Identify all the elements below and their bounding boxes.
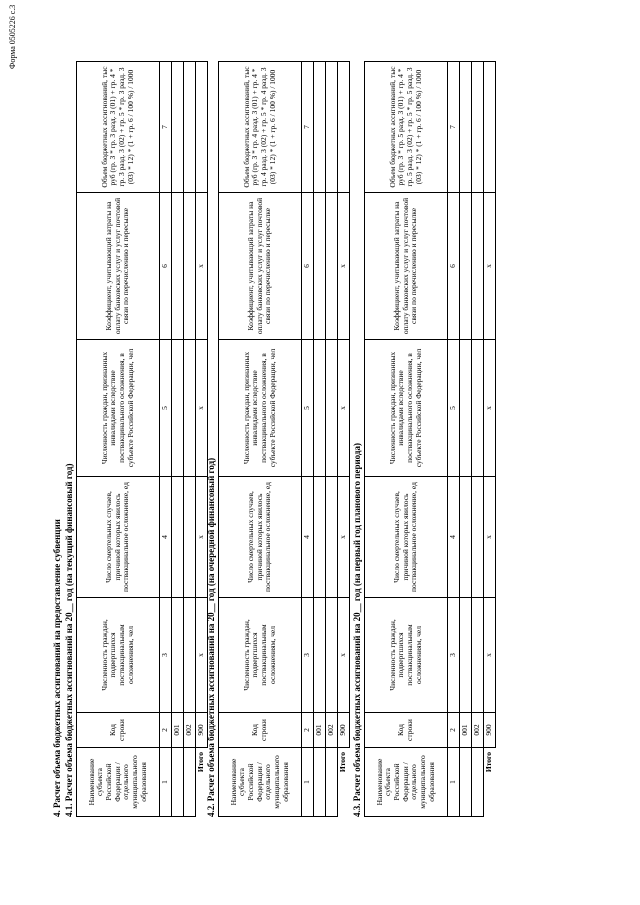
- col-header-7: [219, 62, 302, 193]
- col-header-code: Код строки: [219, 713, 302, 748]
- col-number: 3: [448, 598, 460, 713]
- cell-value: x: [338, 340, 350, 477]
- total-label: Итого: [484, 752, 494, 773]
- cell-value[interactable]: [326, 62, 338, 193]
- cell-value: x: [196, 477, 208, 598]
- cell-name[interactable]: [460, 748, 472, 817]
- col-number: 6: [160, 193, 172, 340]
- col-number: 5: [302, 340, 314, 477]
- cell-value: x: [484, 477, 496, 598]
- cell-value[interactable]: [184, 340, 196, 477]
- cell-code: 900: [484, 713, 496, 748]
- cell-value[interactable]: [184, 477, 196, 598]
- cell-value[interactable]: [314, 598, 326, 713]
- cell-value: x: [484, 598, 496, 713]
- col-header-7-label: Объем бюджетных ассигнований, тыс руб: [99, 66, 118, 188]
- cell-value[interactable]: [314, 62, 326, 193]
- col-number: 1: [302, 748, 314, 817]
- col-header-5: Численность граждан, признанных инвалидами вследствие поствакцинального осложнения, в субъекте Российской Федерации, чел: [219, 340, 302, 477]
- table-row: [326, 62, 338, 817]
- col-header-name: Наименование субъекта Российской Федерации / отдельного муниципального образования: [365, 748, 448, 817]
- cell-value[interactable]: [172, 340, 184, 477]
- cell-name[interactable]: [472, 748, 484, 817]
- col-header-4: Число смертельных случаев, причиной которых явилось поствакцинальное осложнение, ед: [365, 477, 448, 598]
- col-header-7-label: Объем бюджетных ассигнований, тыс руб: [387, 66, 406, 188]
- col-number: 4: [302, 477, 314, 598]
- cell-value[interactable]: [172, 62, 184, 193]
- cell-code: 002: [326, 713, 338, 748]
- cell-value: x: [196, 598, 208, 713]
- col-number: 2: [448, 713, 460, 748]
- col-header-4: Число смертельных случаев, причиной которых явилось поствакцинальное осложнение, ед: [77, 477, 160, 598]
- cell-value[interactable]: [460, 193, 472, 340]
- form-number: Форма 0505226 с.3: [8, 4, 17, 69]
- col-number: 6: [448, 193, 460, 340]
- col-number: 3: [302, 598, 314, 713]
- total-row: [484, 62, 496, 817]
- col-header-7-formula: (гр. 3 * гр. 3 разд. 3 (01) + гр. 4 * гр. 3 разд. 3 (02) + гр. 5 * гр. 3 разд. 3 (03) * 12) * (1 + гр. 6 / 100 %) / 1000: [108, 67, 135, 187]
- column-numbers-row: [448, 62, 460, 817]
- col-number: 2: [160, 713, 172, 748]
- col-number: 2: [302, 713, 314, 748]
- cell-value[interactable]: [184, 598, 196, 713]
- cell-code: 002: [184, 713, 196, 748]
- total-label: Итого: [338, 752, 348, 773]
- col-header-6: Коэффициент, учитывающий затраты на оплату банковских услуг и услуг почтовой связи по перечислению и пересылке: [365, 193, 448, 340]
- cell-name[interactable]: [184, 748, 196, 817]
- section-4-title: 4. Расчет объема бюджетных ассигнований на предоставление субвенции: [52, 519, 62, 817]
- col-header-3: Численность граждан, подвергшихся поствакцинальным осложнениям, чел: [365, 598, 448, 713]
- total-row: [338, 62, 350, 817]
- cell-value[interactable]: [196, 62, 208, 193]
- cell-value: x: [484, 193, 496, 340]
- col-number: 5: [160, 340, 172, 477]
- cell-value[interactable]: [338, 62, 350, 193]
- col-number: 5: [448, 340, 460, 477]
- cell-value: x: [196, 193, 208, 340]
- cell-value: x: [196, 340, 208, 477]
- table-row: [314, 62, 326, 817]
- col-header-name: Наименование субъекта Российской Федерации / отдельного муниципального образования: [77, 748, 160, 817]
- cell-name[interactable]: [326, 748, 338, 817]
- cell-value[interactable]: [484, 62, 496, 193]
- cell-value[interactable]: [326, 477, 338, 598]
- col-header-3: Численность граждан, подвергшихся поствакцинальным осложнениям, чел: [219, 598, 302, 713]
- cell-value[interactable]: [184, 193, 196, 340]
- cell-value[interactable]: [184, 62, 196, 193]
- col-header-7-label: Объем бюджетных ассигнований, тыс руб: [241, 66, 260, 188]
- table-4-3: [364, 61, 496, 817]
- cell-value: x: [338, 193, 350, 340]
- cell-value[interactable]: [172, 598, 184, 713]
- col-header-5: Численность граждан, признанных инвалидами вследствие поствакцинального осложнения, в субъекте Российской Федерации, чел: [365, 340, 448, 477]
- cell-value[interactable]: [172, 193, 184, 340]
- column-numbers-row: [302, 62, 314, 817]
- cell-value[interactable]: [460, 477, 472, 598]
- col-number: 6: [302, 193, 314, 340]
- cell-name[interactable]: [172, 748, 184, 817]
- cell-value: x: [484, 340, 496, 477]
- col-header-4: Число смертельных случаев, причиной которых явилось поствакцинальное осложнение, ед: [219, 477, 302, 598]
- cell-code: 900: [196, 713, 208, 748]
- cell-value[interactable]: [460, 340, 472, 477]
- cell-value[interactable]: [472, 477, 484, 598]
- table-4-1: [76, 61, 208, 817]
- cell-value[interactable]: [172, 477, 184, 598]
- col-number: 1: [448, 748, 460, 817]
- col-number: 4: [160, 477, 172, 598]
- cell-value[interactable]: [472, 62, 484, 193]
- cell-value[interactable]: [472, 340, 484, 477]
- cell-code: 002: [472, 713, 484, 748]
- col-header-7-formula: (гр. 3 * гр. 4 разд. 3 (01) + гр. 4 * гр. 4 разд. 3 (02) + гр. 5 * гр. 4 разд. 3 (03) * 12) * (1 + гр. 6 / 100 %) / 1000: [250, 67, 277, 187]
- cell-value[interactable]: [314, 193, 326, 340]
- col-number: 1: [160, 748, 172, 817]
- table-row: [472, 62, 484, 817]
- cell-value[interactable]: [326, 193, 338, 340]
- col-header-6: Коэффициент, учитывающий затраты на оплату банковских услуг и услуг почтовой связи по перечислению и пересылке: [219, 193, 302, 340]
- table-4-1-title: 4.1. Расчет объема бюджетных ассигнований на 20__ год (на текущий финансовый год): [64, 463, 74, 817]
- col-header-name: Наименование субъекта Российской Федерации / отдельного муниципального образования: [219, 748, 302, 817]
- col-header-7: [77, 62, 160, 193]
- total-label: Итого: [196, 752, 206, 773]
- col-header-code: Код строки: [77, 713, 160, 748]
- col-header-5: Численность граждан, признанных инвалидами вследствие поствакцинального осложнения, в субъекте Российской Федерации, чел: [77, 340, 160, 477]
- cell-value[interactable]: [314, 340, 326, 477]
- column-numbers-row: [160, 62, 172, 817]
- col-number: 7: [160, 62, 172, 193]
- table-4-2: [218, 61, 350, 817]
- cell-value: x: [338, 477, 350, 598]
- cell-value[interactable]: [314, 477, 326, 598]
- col-number: 7: [302, 62, 314, 193]
- cell-value[interactable]: [472, 193, 484, 340]
- col-number: 7: [448, 62, 460, 193]
- col-header-7-formula: (гр. 3 * гр. 5 разд. 3 (01) + гр. 4 * гр. 5 разд. 3 (02) + гр. 5 * гр. 5 разд. 3 (03) * 12) * (1 + гр. 6 / 100 %) / 1000: [396, 67, 423, 187]
- cell-code: 001: [460, 713, 472, 748]
- col-header-7: [365, 62, 448, 193]
- cell-value[interactable]: [326, 340, 338, 477]
- cell-code: 900: [338, 713, 350, 748]
- cell-code: 001: [314, 713, 326, 748]
- cell-name[interactable]: [314, 748, 326, 817]
- col-header-code: Код строки: [365, 713, 448, 748]
- table-row: [460, 62, 472, 817]
- cell-code: 001: [172, 713, 184, 748]
- cell-value[interactable]: [460, 598, 472, 713]
- cell-value[interactable]: [472, 598, 484, 713]
- table-4-2-title: 4.2. Расчет объема бюджетных ассигнований на 20__ год (на очередной финансовый год): [206, 457, 216, 817]
- cell-value[interactable]: [326, 598, 338, 713]
- col-header-6: Коэффициент, учитывающий затраты на оплату банковских услуг и услуг почтовой связи по перечислению и пересылке: [77, 193, 160, 340]
- col-number: 4: [448, 477, 460, 598]
- col-number: 3: [160, 598, 172, 713]
- cell-value[interactable]: [460, 62, 472, 193]
- col-header-3: Численность граждан, подвергшихся поствакцинальным осложнениям, чел: [77, 598, 160, 713]
- table-4-3-title: 4.3. Расчет объема бюджетных ассигнований на 20__ год (на первый год планового периода): [352, 443, 362, 817]
- table-row: [184, 62, 196, 817]
- table-row: [172, 62, 184, 817]
- cell-value: x: [338, 598, 350, 713]
